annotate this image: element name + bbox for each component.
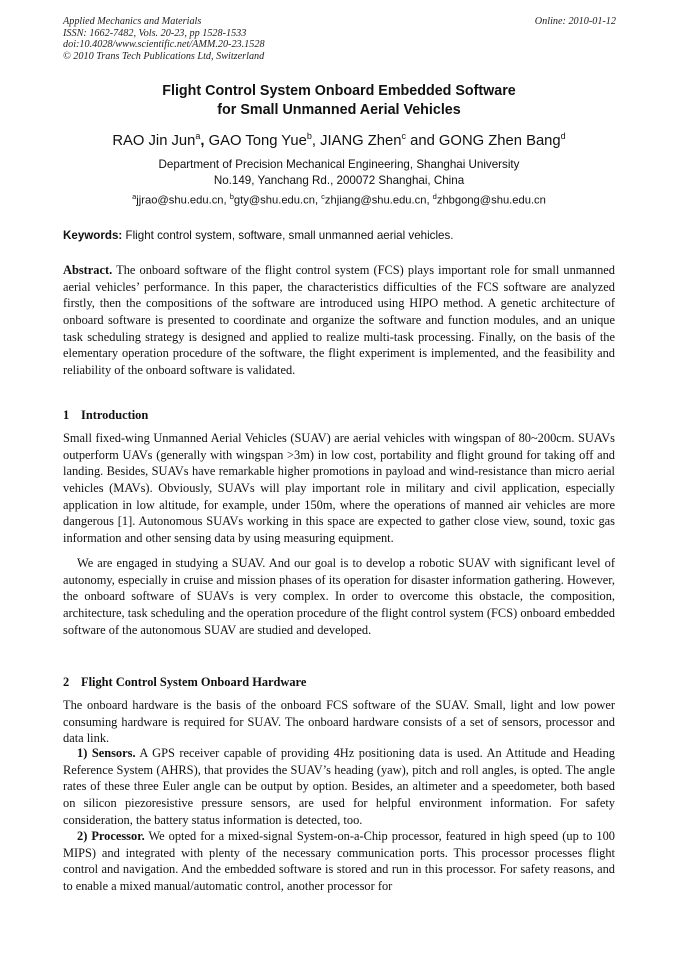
section-title: Introduction bbox=[81, 408, 149, 422]
journal-header bbox=[63, 16, 265, 62]
abstract bbox=[63, 262, 615, 379]
author-name: GAO Tong Yue bbox=[208, 132, 307, 149]
email-link[interactable]: zhjiang@shu.edu.cn bbox=[324, 194, 427, 207]
online-date: Online: 2010-01-12 bbox=[534, 16, 616, 27]
hardware-paragraph-1: The onboard hardware is the basis of the onboard FCS software of the SUAV. Small, light and low power consuming hardware is required for SUAV. The onboard hardware consists of a set of sensors, processor and data link. bbox=[63, 698, 615, 746]
title-line-1: Flight Control System Onboard Embedded Software bbox=[162, 83, 516, 99]
paper-title bbox=[0, 82, 678, 120]
doi-line: doi:10.4028/www.scientific.net/AMM.20-23.1528 bbox=[63, 39, 265, 51]
title-line-2: for Small Unmanned Aerial Vehicles bbox=[217, 102, 461, 118]
author-list bbox=[0, 131, 678, 149]
author-name: GONG Zhen Bang bbox=[438, 132, 561, 149]
section-title: Flight Control System Onboard Hardware bbox=[81, 675, 307, 689]
affiliation-line-2: No.149, Yanchang Rd., 200072 Shanghai, China bbox=[213, 174, 465, 187]
intro-paragraph-2: We are engaged in studying a SUAV. And our goal is to develop a robotic SUAV with significant level of autonomy, especially in cruise and mission phases of its operation for disaster information gathering. However, the onboard software of SUAVs is very complex. In order to overcome this obstacle, the composition, architecture, task scheduling and the operation procedure of the flight control system (FCS) onboard embedded software of the autonomous SUAV are studied and developed. bbox=[63, 556, 615, 637]
sensors-paragraph bbox=[63, 745, 615, 828]
author-mark: d bbox=[560, 131, 566, 141]
author-name: JIANG Zhen bbox=[320, 132, 402, 149]
author-separator: , bbox=[311, 132, 321, 149]
abstract-text: The onboard software of the flight control system (FCS) plays important role for small unmanned aerial vehicles’ performance. In this paper, the characteristics difficulties of the FCS software are analyzed firstly, then the compositions of the software are introduced using HIPO method. A genetic architecture of onboard software is presented to coordinate and organize the software and function modules, and an unique task scheduling strategy is designed and applied to realize multi-task processing. Finally, on the basis of the elementary operation procedure of the software, the flight experiment is implemented, and the feasibility and reliability of the onboard software is validated. bbox=[63, 263, 616, 377]
section-heading-hardware bbox=[63, 675, 306, 690]
keywords-label: Keywords: bbox=[63, 229, 123, 242]
issn-line: ISSN: 1662-7482, Vols. 20-23, pp 1528-1533 bbox=[63, 27, 247, 39]
processor-label: 2) Processor. bbox=[77, 829, 145, 843]
sensors-text: A GPS receiver capable of providing 4Hz positioning data is used. An Attitude and Heading Reference System (AHRS), that provides the SUAV’s heading (yaw), pitch and roll angles, is opted. The angle rates of these three Euler angle can be output by option. Besides, an altimeter and a speedometer, both based on silicon piezoresistive pressure sensors, are used for helpful environment information. For safety consideration, the battery status information is detected, too. bbox=[63, 746, 615, 827]
intro-paragraph-1: Small fixed-wing Unmanned Aerial Vehicles (SUAV) are aerial vehicles with wingspan of 80~200cm. SUAVs outperform UAVs (generally with wingspan >3m) in low cost, portability and flight ground for taking off and landing. Besides, SUAVs have remarkable higher promotions in payload and wind-resistance than micro aerial vehicles (MAVs). Obviously, SUAVs will play important role in military and civil application, especially application in low altitude, for example, under 150m, where the operations of manned air vehicles are more dangerous [1]. Autonomous SUAVs working in this space are expected to gather close view, sound, toxic gas information and other sensing data by using measuring equipment. bbox=[63, 431, 615, 545]
email-link[interactable]: jjrao@shu.edu.cn bbox=[136, 194, 224, 207]
sensors-label: 1) Sensors. bbox=[77, 746, 136, 760]
author-separator: and bbox=[406, 132, 439, 149]
email-mark: b bbox=[229, 192, 234, 201]
author-mark: b bbox=[306, 131, 312, 141]
email-list: $^a$jjrao@shu.edu.cn, $^b$gty@shu.edu.cn, $^c$zhjiang@shu.edu.cn, $^d$zhbgong@shu.edu.cn bbox=[132, 192, 546, 207]
keywords bbox=[63, 229, 615, 242]
affiliation-line-1: Department of Precision Mechanical Engineering, Shanghai University bbox=[158, 158, 520, 171]
author-separator: , bbox=[200, 132, 209, 149]
processor-paragraph bbox=[63, 828, 615, 895]
author-mark: a bbox=[195, 131, 201, 141]
email-mark: c bbox=[321, 192, 325, 201]
section-heading-introduction bbox=[63, 408, 148, 423]
section-number: 2 bbox=[63, 675, 70, 689]
copyright-line: © 2010 Trans Tech Publications Ltd, Switzerland bbox=[63, 50, 265, 62]
email-link[interactable]: zhbgong@shu.edu.cn bbox=[436, 194, 546, 207]
keywords-text: Flight control system, software, small unmanned aerial vehicles. bbox=[125, 229, 454, 242]
abstract-label: Abstract. bbox=[63, 263, 113, 277]
processor-text: We opted for a mixed-signal System-on-a-Chip processor, featured in high speed (up to 100 MIPS) and integrated with plenty of the necessary communication ports. This processor processes flight control and navigation. And the embedded software is stored and run in this processor. For safety reasons, and to enable a mixed manual/automatic control, another processor for bbox=[63, 829, 616, 893]
section-number: 1 bbox=[63, 408, 70, 422]
author-mark: c bbox=[401, 131, 406, 141]
email-mark: d bbox=[432, 192, 437, 201]
email-mark: a bbox=[132, 192, 137, 201]
affiliation bbox=[0, 157, 678, 189]
email-link[interactable]: gty@shu.edu.cn bbox=[233, 194, 315, 207]
author-name: RAO Jin Jun bbox=[112, 132, 196, 149]
journal-name: Applied Mechanics and Materials bbox=[63, 16, 202, 27]
